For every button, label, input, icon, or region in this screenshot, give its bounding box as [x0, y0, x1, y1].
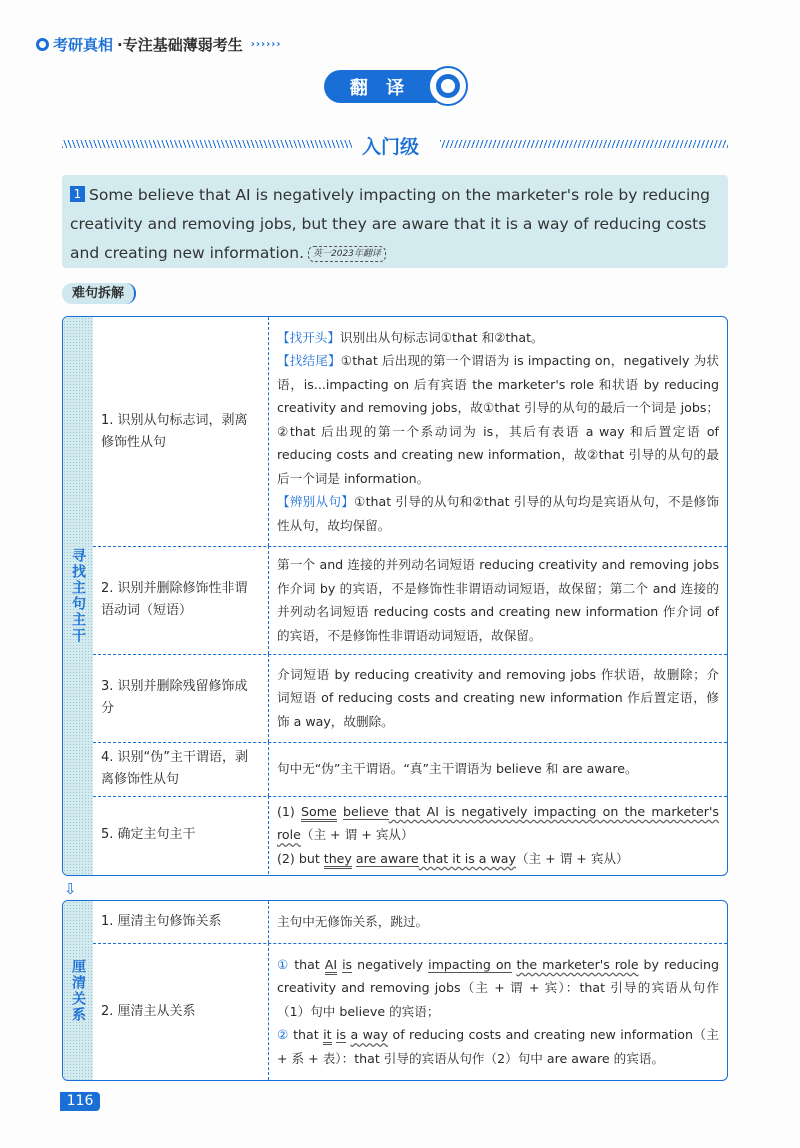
para-text: 识别出从句标志词①that 和②that。	[339, 329, 544, 345]
magnifier-icon	[428, 66, 468, 106]
structure-note: （主 + 谓 + 宾从）	[515, 850, 629, 866]
circled-number: ①	[277, 956, 290, 972]
bracket-label: 【找结尾】	[277, 353, 341, 369]
side-label	[63, 901, 93, 1080]
page-number: 116	[60, 1092, 100, 1111]
step-content	[269, 742, 727, 796]
clarify-relations-table	[62, 900, 728, 1081]
text: (2) but	[277, 850, 324, 866]
object-clause: that AI is negatively impacting on the marketer's role	[277, 803, 719, 843]
step-content	[269, 317, 727, 546]
text: that	[288, 1027, 324, 1043]
brand-name: 考研真相	[53, 36, 114, 54]
step-content	[269, 943, 727, 1080]
slogan: ·专注基础薄弱考生	[117, 36, 243, 54]
table-row	[93, 742, 727, 797]
text: of reducing costs and creating new information（主 + 系 + 表）：that 引导的宾语从句作（2）句中 are aware 的宾语。	[277, 1027, 719, 1066]
predicate: are aware	[355, 850, 419, 866]
table-row	[93, 546, 727, 655]
para-text: 主句中无修饰关系，跳过。	[277, 914, 429, 930]
source-tag: 英一2023年翻译	[308, 246, 386, 262]
level-heading: 入门级	[362, 136, 420, 158]
structure-note: （主 + 谓 + 宾从）	[300, 827, 414, 843]
predicative: a way	[350, 1027, 389, 1043]
predicate: impacting on	[428, 956, 512, 972]
step-label: 1. 识别从句标志词，剥离修饰性从句	[93, 317, 269, 546]
para-text: 第一个 and 连接的并列动名词短语 reducing creativity and removing jobs 作介词 by 的宾语，不是修饰性非谓语动词短语，故保留；第二个 and 连接的并列动名词短语 reducing costs and creating new information 作介词 of 的宾语，不是修饰性非谓语动词短语，故保留。	[277, 557, 719, 643]
arrows-decoration: ››››››	[250, 39, 282, 50]
step-content	[269, 901, 727, 943]
question-box	[62, 175, 728, 268]
text: negatively	[352, 956, 429, 972]
side-label	[63, 317, 93, 875]
side-label-text: 寻找主句主干	[70, 548, 86, 644]
para-text: 介词短语 by reducing creativity and removing jobs 作状语，故删除；介词短语 of reducing costs and creating new information 作后置定语，修饰 a way，故删除。	[277, 666, 719, 729]
predicate: is	[342, 956, 353, 972]
bracket-label: 【找开头】	[277, 329, 340, 345]
running-header	[36, 34, 281, 55]
step-label: 4. 识别“伪”主干谓语，剥离修饰性从句	[93, 742, 269, 796]
linking-verb: is	[335, 1027, 347, 1043]
subject: they	[324, 851, 352, 869]
step-content	[269, 546, 727, 654]
find-main-clause-table	[62, 316, 728, 876]
subject: it	[323, 1027, 331, 1045]
divider-right	[440, 140, 728, 148]
object-clause: that it is a way	[418, 850, 516, 866]
table-row	[93, 796, 727, 874]
analysis-tag: 难句拆解	[62, 283, 136, 304]
table-row	[93, 943, 727, 1080]
subject: AI	[325, 957, 337, 975]
text: by reducing creativity and removing jobs（主 + 谓 + 宾）：that 引导的宾语从句作（1）句中 believe 的宾语；	[277, 956, 719, 1019]
down-arrow-icon: ⇩	[64, 880, 77, 898]
text: that	[289, 956, 325, 972]
side-label-text: 厘清关系	[70, 958, 86, 1023]
subject: Some	[301, 804, 337, 822]
predicate: believe	[342, 803, 389, 819]
question-number: 1	[70, 186, 85, 202]
table-row	[93, 654, 727, 743]
step-label: 2. 识别并删除修饰性非谓语动词（短语）	[93, 546, 269, 654]
divider-left	[62, 140, 352, 148]
step-label: 1. 厘清主句修饰关系	[93, 901, 269, 943]
table-row	[93, 317, 727, 547]
step-label: 3. 识别并删除残留修饰成分	[93, 654, 269, 742]
para-text: 句中无“伪”主干谓语。“真”主干谓语为 believe 和 are aware。	[277, 761, 638, 777]
table-row	[93, 901, 727, 944]
bracket-label: 【辨别从句】	[277, 494, 355, 510]
step-label: 2. 厘清主从关系	[93, 943, 269, 1080]
object: the marketer's role	[516, 956, 639, 972]
step-content	[269, 654, 727, 742]
search-logo-icon	[36, 38, 49, 51]
section-title: 翻 译	[324, 70, 436, 103]
step-label: 5. 确定主句主干	[93, 796, 269, 874]
text: (1)	[277, 803, 302, 819]
para-text: ①that 后出现的第一个谓语为 is impacting on，negatively 为状语，is...impacting on 后有宾语 the marketer's role 和状语 by reducing creativity and removing jobs，故①that 引导的从句的最后一个词是 jobs；②that 后出现的第一个系动词为 is，其后有表语 a way 和后置定语 of reducing costs and creating new information，故②that 引导的从句的最后一个词是 information。	[277, 353, 720, 486]
question-text: Some believe that AI is negatively impacting on the marketer's role by reducing creativity and removing jobs, but they are aware that it is a way of reducing costs and creating new information.	[70, 186, 711, 262]
step-content	[269, 796, 727, 874]
circled-number: ②	[277, 1027, 289, 1043]
para-text: ①that 引导的从句和②that 引导的从句均是宾语从句，不是修饰性从句，故均保留。	[277, 494, 719, 533]
